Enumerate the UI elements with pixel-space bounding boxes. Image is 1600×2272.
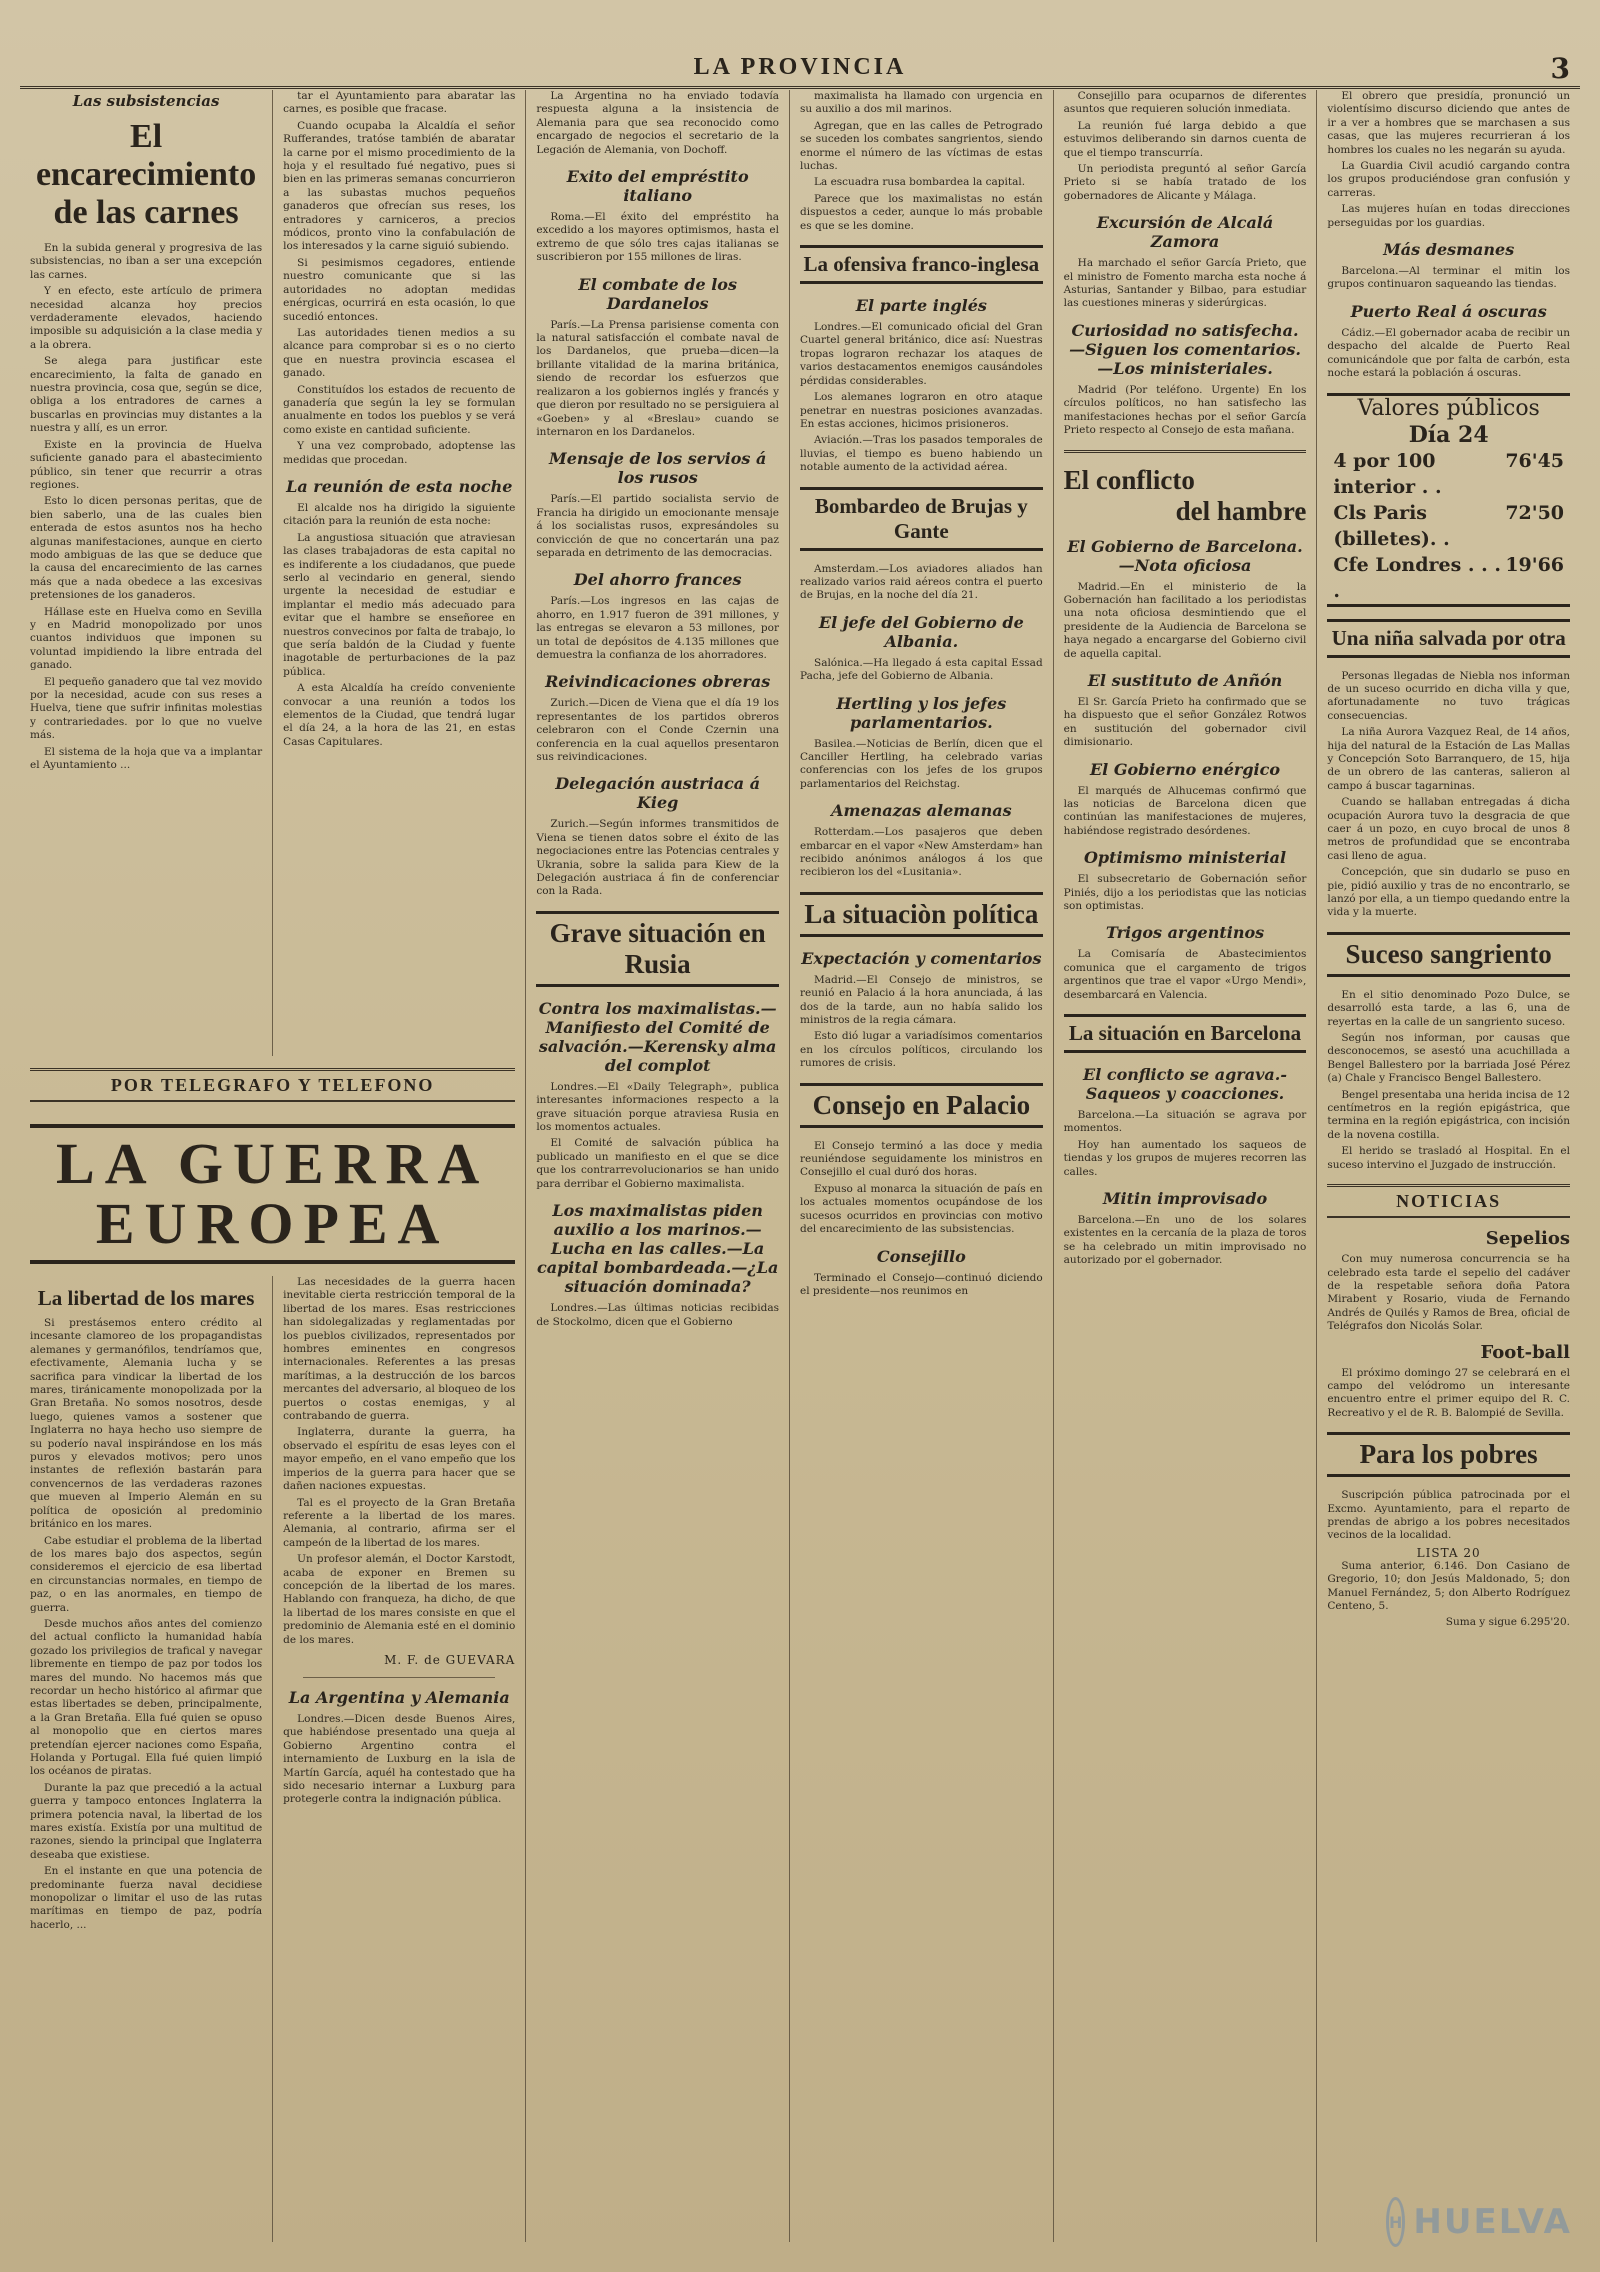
list-title: LISTA 20	[1416, 1545, 1481, 1560]
subhead-sepelios: Sepelios	[1485, 1228, 1571, 1250]
valores-value: 72'50	[1505, 501, 1565, 524]
article-paragraph: Las necesidades de la guerra hacen inevitable cierta restricción temporal de la libertad de los mares. Esas restricciones han sidolegalizadas y reglamentadas por los pueblos civilizados, representados por hombres eminentes en congresos internacionales. Referentes a las presas marítimas, a la destrucción de los barcos mercantes del adversario, al bloqueo de los puertos o costas enemigas, y al contrabando de guerra.	[283, 1276, 516, 1423]
section-noticias: NOTICIAS	[1327, 1184, 1570, 1218]
column-4	[790, 90, 1054, 2242]
article-paragraph: Londres.—El comunicado oficial del Gran Cuartel general británico, dice así: Nuestras tropas lograron rechazar los ataques de varios destacamentos enemigos causándoles pérdidas considerables.	[800, 321, 1043, 387]
valores-row	[1333, 448, 1564, 500]
subhead-maximalistas: Contra los maximalistas.—Manifiesto del Comité de salvación.—Kerensky alma del complot	[538, 998, 777, 1075]
article-paragraph: Si prestásemos entero crédito al incesante clamoreo de los propagandistas alemanes y germanófilos, tendríamos que, efectivamente, Alemania lucha y se sacrifica para vindicar la libertad de los mares, tiránicamente monopolizada por la Gran Bretaña. No somos nosotros, desde luego, quienes vamos a sostener que Inglaterra no haya hecho uso siempre de su poderío naval inspirándose en los más puros y elevados motivos; pero unos instantes de reflexión bastarán para convencernos de las verdaderas razones que mueven al Imperio Alemán en su política de oposición al predominio británico en los mares.	[30, 1317, 263, 1531]
article-paragraph: Madrid.—En el ministerio de la Gobernación han facilitado a los periodistas una nota oficiosa desmintiendo que el presidente de la Audiencia de Barcelona se haya negado a encargarse del Gobierno civil de aquella capital.	[1063, 580, 1307, 660]
kicker-subsistencias: Las subsistencias	[72, 92, 220, 110]
article-paragraph: Según nos informan, por causas que desconocemos, se asestó una acuchillada a Bengel Ballestero por la barriada José Pérez (a) Chale y Francisco Bengel Ballestero.	[1327, 1032, 1571, 1085]
subhead-reivindicaciones: Reivindicaciones obreras	[545, 672, 771, 692]
article-paragraph: Londres.—Dicen desde Buenos Aires, que habiéndose presentado una queja al Gobierno Argentino contra el internamiento de Luxburg en la isla de Martín García, aquél ha contestado que ha sido necesario internar a Luxburg para protegerle contra la indignación pública.	[283, 1712, 516, 1806]
subhead-gobierno-barcelona: El Gobierno de Barcelona.—Nota oficiosa	[1067, 536, 1303, 575]
archive-logo-icon: H	[1386, 2197, 1405, 2247]
column-6	[1317, 90, 1580, 2242]
headline-conflicto: El conflicto	[1063, 464, 1195, 495]
article-paragraph: El Sr. García Prieto ha confirmado que se ha dispuesto que el señor González Rotwos en sustitución del gobernador civil dimisionario.	[1063, 695, 1307, 749]
headline-barcelona: La situación en Barcelona	[1064, 1014, 1307, 1053]
article-paragraph: La reunión fué larga debido a que estuvimos deliberando sin darnos cuenta de que el tiempo transcurría.	[1063, 119, 1307, 159]
headline-para-pobres: Para los pobres	[1327, 1432, 1570, 1477]
divider	[1064, 450, 1307, 453]
article-paragraph: París.—El partido socialista servio de Francia ha dirigido un emocionante mensaje á los socialistas rusos, expresándoles su convicción de que no concertarán una paz separada en detrimento de las democracias.	[536, 493, 779, 559]
subhead-marinos: Los maximalistas piden auxilio a los marinos.—Lucha en las calles.—La capital bombardeada.—¿La situación dominada?	[536, 1201, 779, 1297]
article-paragraph: Los alemanes lograron en otro ataque penetrar en nuestras posiciones avanzadas. En estas acciones, hicimos prisioneros.	[800, 391, 1043, 430]
headline-rusia: Grave situación en Rusia	[536, 911, 779, 987]
column-1-bottom	[30, 1276, 273, 2242]
article-paragraph: Y en efecto, este artículo de primera necesidad alcanza hoy precios verdaderamente elevados, haciendo imposible su adquisición a la clase media y a la obrera.	[30, 285, 263, 351]
article-paragraph: En la subida general y progresiva de las subsistencias, no iban a ser una excepción las carnes.	[30, 242, 263, 281]
article-paragraph: Consejillo para ocuparnos de diferentes asuntos que requieren solución inmediata.	[1063, 90, 1307, 116]
article-paragraph: La Guardia Civil acudió cargando contra los grupos produciéndose gran confusión y carreras.	[1327, 160, 1571, 199]
article-paragraph: Tal es el proyecto de la Gran Bretaña referente a la libertad de los mares. Alemania, al contrario, afirma ser el campeón de la libertad de los mares.	[283, 1496, 516, 1549]
article-paragraph: La escuadra rusa bombardea la capital.	[814, 176, 1026, 189]
subhead-football: Foot-ball	[1480, 1341, 1571, 1363]
columns	[20, 90, 1580, 2242]
article-paragraph: Salónica.—Ha llegado á esta capital Essad Pacha, jefe del Gobierno de Albania.	[800, 656, 1043, 683]
subhead-amenazas: Amenazas alemanas	[831, 801, 1012, 821]
article-paragraph: Suma y sigue 6.295'20.	[1445, 1616, 1571, 1629]
subhead-ahorro: Del ahorro frances	[573, 570, 742, 590]
valores-publicos-box	[1327, 393, 1570, 607]
article-paragraph: Barcelona.—La situación se agrava por momentos.	[1063, 1109, 1307, 1135]
page-number: 3	[1550, 52, 1570, 85]
article-paragraph: tar el Ayuntamiento para abaratar las carnes, es posible que fracase.	[283, 90, 516, 116]
subhead-consejillo: Consejillo	[876, 1246, 966, 1266]
subhead-curiosidad: Curiosidad no satisfecha.—Siguen los comentarios.—Los ministeriales.	[1069, 320, 1301, 378]
subhead-gobierno-energico: El Gobierno enérgico	[1089, 759, 1281, 779]
article-paragraph: Concepción, que sin dudarlo se puso en pie, pidió auxilio y tras de no encontrarlo, se lanzó por ella, a un tiempo quedando entre la vida y la muerte.	[1327, 866, 1571, 919]
subhead-delegacion: Delegación austriaca á Kieg	[555, 774, 761, 813]
subhead-football-row	[1327, 1342, 1570, 1363]
headline-nina-salvada: Una niña salvada por otra	[1327, 619, 1570, 658]
article-paragraph: Parece que los maximalistas no están dispuestos a ceder, aunque lo más probable es que se les domine.	[800, 192, 1043, 232]
article-paragraph: Barcelona.—Al terminar el mitin los grupos continuaron saqueando las tiendas.	[1327, 265, 1571, 291]
column-2-bottom	[273, 1276, 515, 2242]
article-paragraph: París.—Los ingresos en las cajas de ahorro, en 1.917 fueron de 391 millones, y las entregas se elevaron a 53 millones, por un total de depósitos de 4.135 millones que demuestra la confianza de los ahorradores.	[536, 595, 779, 661]
article-paragraph: Expuso al monarca la situación de país en los actuales momentos ocupándose de los sucesos ocurridos en provincias con motivo del encarecimiento de las subsistencias.	[800, 1182, 1043, 1236]
article-paragraph: El alcalde nos ha dirigido la siguiente citación para la reunión de esta noche:	[283, 501, 516, 528]
article-paragraph: Esto lo dicen personas peritas, que de bien saberlo, una de las cuales bien enterada de estos asuntos nos ha hecho algunas manifestaciones, aunque en cierto modo ambiguas de las que se deduce que la causa del encarecimiento de las carnes más que a nada obedece a las excesivas pretensiones de los ganaderos.	[30, 495, 263, 602]
subhead-optimismo: Optimismo ministerial	[1083, 848, 1287, 868]
article-paragraph: Cuando se hallaban entregadas á dicha ocupación Aurora tuvo la desgracia de que caer á un pozo, en cuyo brocal de unos 8 metros de profundidad que se encontraba casi lleno de agua.	[1327, 796, 1571, 862]
subhead-albania: El jefe del Gobierno de Albania.	[818, 612, 1024, 651]
valores-date: Día 24	[1408, 421, 1489, 448]
article-paragraph: Cádiz.—El gobernador acaba de recibir un despacho del alcalde de Puerto Real comunicándole que por falta de carbón, esta noche estará la población á oscuras.	[1327, 326, 1571, 380]
subhead-alcala-zamora: Excursión de Alcalá Zamora	[1096, 213, 1274, 252]
article-paragraph: El próximo domingo 27 se celebrará en el campo del velódromo un interesante encuentro entre el primer equipo del R. C. Recreativo y el de R. B. Balompié de Sevilla.	[1327, 1366, 1571, 1419]
subhead-reunion: La reunión de esta noche	[286, 476, 513, 496]
headline-brujas: Bombardeo de Brujas y Gante	[800, 487, 1043, 551]
masthead	[20, 52, 1580, 89]
archive-watermark-text: HUELVA	[1413, 2202, 1572, 2242]
article-paragraph: Las autoridades tienen medios a su alcance para comprobar si es o no cierto que en nuestra provincia escasea el ganado.	[283, 326, 516, 380]
byline-guevara: M. F. de GUEVARA	[384, 1652, 516, 1667]
article-paragraph: Roma.—El éxito del empréstito ha excedido a los mayores optimismos, hasta el extremo de que sólo tres cajas italianas se suscribieron por 155 millones de liras.	[536, 211, 779, 264]
article-paragraph: Cuando ocupaba la Alcaldía el señor Rufferandes, tratóse también de abaratar la carne por el mismo procedimiento de la hoja y el resultado fué negativo, pues si bien en las primeras semanas concurrieron a las subastas muchos pequeños ganaderos que ofrecían sus reses, los entradores y carniceros, a precios módicos, pronto vino la confabulación de los interesados y la carne siguió subiendo.	[283, 119, 516, 253]
article-paragraph: La niña Aurora Vazquez Real, de 14 años, hija del natural de la Estación de Las Mallas y Concepción Soto Barranquero, de 15, hija de un obrero de las canteras, salieron al campo á buscar tagarninas.	[1327, 726, 1571, 792]
valores-label: Cls Paris (billetes). .	[1333, 501, 1450, 550]
subhead-mitin: Mitin improvisado	[1102, 1189, 1268, 1209]
valores-row	[1333, 500, 1564, 552]
column-1	[30, 90, 273, 1056]
article-paragraph: Un periodista preguntó al señor García Prieto si se había tratado de los gobernadores de Alicante y Málaga.	[1063, 163, 1307, 202]
article-paragraph: Personas llegadas de Niebla nos informan de un suceso ocurrido en dicha villa y que, afortunadamente no tuvo trágicas consecuencias.	[1327, 669, 1571, 722]
divider	[303, 1677, 495, 1678]
valores-label: 4 por 100 interior . .	[1333, 449, 1442, 498]
article-paragraph: Con muy numerosa concurrencia se ha celebrado esta tarde el sepelio del cadáver de la respetable señora doña Patora Mirabent y Rosario, viuda de Fernando Andrés de Quilés y Ramos de Brea, oficial de Telégrafos don Nicolás Solar.	[1327, 1253, 1571, 1333]
subhead-argentina: La Argentina y Alemania	[288, 1687, 510, 1707]
article-paragraph: Madrid (Por teléfono. Urgente) En los círculos políticos, no han satisfecho las manifestaciones hechas por el señor García Prieto respecto al Consejo de esta mañana.	[1063, 383, 1307, 437]
headline-libertad-mares: La libertad de los mares	[37, 1286, 255, 1310]
war-banner-line-1: LA GUERRA	[56, 1131, 490, 1196]
valores-label: Cfe Londres . . . .	[1333, 553, 1501, 602]
valores-value: 19'66	[1505, 553, 1565, 576]
subhead-expectacion: Expectación y comentarios	[801, 948, 1042, 968]
article-paragraph: Esto dió lugar a variadísimos comentarios en los círculos políticos, circulando los rumores de crisis.	[800, 1030, 1043, 1070]
newspaper-title: LA PROVINCIA	[693, 54, 907, 80]
subhead-parte-ingles: El parte inglés	[855, 296, 987, 316]
article-paragraph: Desde muchos años antes del comienzo del actual conflicto la humanidad había gozado los privilegios de trafical y navegar libremente en tiempo de paz por todos los mares del mundo. No hacemos más que recordar un hecho histórico al afirmar que estas libertades se deben, principalmente, a la Gran Bretaña. Ella fué quien se opuso al monopolio que en ciertos mares pretendían ejercer naciones como España, Holanda y Portugal. Ella fué quien limpió los océanos de piratas.	[30, 1617, 263, 1778]
subhead-emprestito: Exito del empréstito italiano	[566, 167, 749, 206]
article-paragraph: La angustiosa situación que atraviesan las clases trabajadoras de esta capital no es indiferente a los ciudadanos, que puede serlo al vecindario en general, siendo urgente la necesidad de estudiar e implantar el medio más adecuado para evitar que el hambre se enseñoree en nuestros convecinos por falta de trabajo, lo que sería baldón de la Ciudad y fuente inagotable de perturbaciones de la paz pública.	[283, 531, 516, 678]
article-paragraph: El Comité de salvación pública ha publicado un manifiesto en el que se dice que los contrarrevolucionarios se han unido para derribar el Gobierno maximalista.	[536, 1137, 779, 1190]
article-paragraph: El subsecretario de Gobernación señor Piniés, dijo a los periodistas que las noticias son optimistas.	[1063, 873, 1307, 912]
headline-ofensiva: La ofensiva franco-inglesa	[800, 245, 1043, 284]
subhead-servios: Mensaje de los servios á los rusos	[549, 449, 767, 488]
article-paragraph: París.—La Prensa parisiense comenta con la natural satisfacción el combate naval de los Dardanelos, que prueba—dicen—la brillante vitalidad de la marina británica, siendo de recordar los esfuerzos que realizaron a los gobiernos inglés y francés y que dieron por resultado no se persiguiera al «Goeben» y al «Breslau» cuando se internaron en los Dardanelos.	[536, 318, 779, 438]
subhead-desmanes: Más desmanes	[1383, 240, 1515, 260]
article-paragraph: Amsterdam.—Los aviadores aliados han realizado varios raid aéreos contra el puerto de Brujas, en la noche del día 21.	[800, 562, 1043, 602]
article-paragraph: Constituídos los estados de recuento de ganadería que según la ley se formulan anualmente en todos los pueblos y se verá como existe en cantidad suficiente.	[283, 383, 516, 436]
headline-carnes: El encarecimiento de las carnes	[35, 118, 257, 231]
left-two-columns	[20, 90, 526, 2242]
article-paragraph: Inglaterra, durante la guerra, ha observado el espíritu de esas leyes con el mayor empeño, en el vano empeño que los imperios de la guerra para hacer que se dañen naciones expuestas.	[283, 1426, 516, 1493]
article-paragraph: Aviación.—Tras los pasados temporales de lluvias, el tiempo es bueno habiendo un notable aumento de la actividad aérea.	[800, 434, 1043, 474]
archive-watermark	[1386, 2196, 1572, 2248]
article-paragraph: Rotterdam.—Los pasajeros que deben embarcar en el vapor «New Amsterdam» han recibido anónimos análogos á los que recibieron los del «Lusitania».	[800, 826, 1043, 879]
article-paragraph: El sistema de la hoja que va a implantar el Ayuntamiento ...	[30, 745, 263, 772]
column-3	[526, 90, 790, 2242]
subhead-hertling: Hertling y los jefes parlamentarios.	[836, 693, 1007, 732]
article-paragraph: Barcelona.—En uno de los solares existentes en la cercanía de la plaza de toros se ha celebrado un mitin improvisado no autorizado por el gobernador.	[1063, 1214, 1307, 1267]
subhead-puerto-real: Puerto Real á oscuras	[1350, 301, 1547, 321]
article-paragraph: A esta Alcaldía ha creído conveniente convocar a una reunión a todos los elementos de la Ciudad, que tendrá lugar el día 24, a la hora de las 21, en estas Casas Capitulares.	[283, 682, 516, 748]
headline-suceso-sangriento: Suceso sangriento	[1327, 932, 1570, 977]
article-paragraph: El marqués de Alhucemas confirmó que las noticias de Barcelona dicen que continúan las manifestaciones de mujeres, habiéndose registrado desórdenes.	[1063, 784, 1307, 837]
article-paragraph: Madrid.—El Consejo de ministros, se reunió en Palacio á la hora anunciada, á las dos de la tarde, aun no había salido los ministros de la regia cámara.	[800, 973, 1043, 1027]
article-paragraph: Basilea.—Noticias de Berlín, dicen que el Canciller Hertling, ha celebrado varias conferencias con los jefes de los grupos parlamentarios del Reichstag.	[800, 737, 1043, 790]
article-paragraph: Bengel presentaba una herida incisa de 12 centímetros en la región epigástrica, que termina en la región epigástrica, con incisión de la novena costilla.	[1327, 1088, 1571, 1141]
article-paragraph: El pequeño ganadero que tal vez movido por la necesidad, acude con sus reses a Huelva, tiene que sufrir infinitas molestias y contrariedades. por lo que no vuelve más.	[30, 675, 263, 742]
article-paragraph: Un profesor alemán, el Doctor Karstodt, acaba de exponer en Bremen su concepción de la libertad de los mares. Hablando con franqueza, ha dicho, de que la libertad de los mares consiste en que el predominio de Alemania esté en el dominio de los mares.	[283, 1553, 516, 1646]
headline-consejo-palacio: Consejo en Palacio	[800, 1083, 1043, 1128]
article-paragraph: El herido se trasladó al Hospital. En el suceso intervino el Juzgado de instrucción.	[1327, 1145, 1571, 1171]
article-paragraph: Agregan, que en las calles de Petrogrado se suceden los combates sangrientos, siendo enorme el número de las víctimas de estas luchas.	[800, 119, 1043, 173]
column-5	[1054, 90, 1318, 2242]
article-paragraph: Durante la paz que precedió a la actual guerra y tampoco entonces Inglaterra la primera potencia naval, la libertad de los mares existía. Existía por una multitud de razones, siendo la principal que Inglaterra deseaba que existiese.	[30, 1781, 263, 1861]
valores-title: Valores públicos	[1357, 395, 1540, 421]
headline-hambre: del hambre	[1175, 495, 1307, 526]
valores-value: 76'45	[1505, 449, 1565, 472]
article-paragraph: Suma anterior, 6.146. Don Casiano de Gregorio, 10; don Jesús Maldonado, 5; don Manuel Fernández, 5; don Alberto Rodríguez Centeno, 5.	[1327, 1559, 1571, 1612]
section-telegrafo: POR TELEGRAFO Y TELEFONO	[30, 1068, 515, 1102]
article-paragraph: Londres.—Las últimas noticias recibidas de Stockolmo, dicen que el Gobierno	[536, 1302, 779, 1328]
article-paragraph: Suscripción pública patrocinada por el Excmo. Ayuntamiento, para el reparto de prendas de abrigo a los pobres necesitados vecinos de la localidad.	[1327, 1489, 1571, 1542]
subhead-sustituto: El sustituto de Anñón	[1087, 670, 1283, 690]
article-paragraph: La Comisaría de Abastecimientos comunica que el cargamento de trigos argentinos que trae el vapor «Urgo Mendi», desembarcará en Valencia.	[1063, 948, 1307, 1001]
article-paragraph: En el sitio denominado Pozo Dulce, se desarrolló esta tarde, a las 6, una de reyertas en la calle de un sangriento suceso.	[1327, 988, 1571, 1028]
article-paragraph: Si pesimismos cegadores, entiende nuestro comunicante que si las autoridades no adoptan medidas enérgicas, ocurrirá en esta ocasión, lo que sucedió entonces.	[283, 256, 516, 323]
article-paragraph: Hoy han aumentado los saqueos de tiendas y los grupos de mujeres recorren las calles.	[1063, 1138, 1307, 1178]
article-paragraph: Las mujeres huían en todas direcciones perseguidas por los guardias.	[1327, 203, 1571, 229]
article-paragraph: El Consejo terminó a las doce y media reuniéndose seguidamente los ministros en Consejillo el cual duró dos horas.	[800, 1139, 1043, 1179]
headline-situacion-politica: La situaciòn política	[800, 892, 1043, 937]
valores-row	[1333, 552, 1564, 604]
article-paragraph: Terminado el Consejo—continuó diciendo el presidente—nos reunimos en	[800, 1271, 1043, 1297]
article-paragraph: El obrero que presidía, pronunció un violentísimo discurso diciendo que antes de ir a ver a hombres que se marchasen a sus casas, que las mujeres recurrieran á los hombres los cuales no les negarán su ayuda.	[1327, 90, 1571, 156]
column-2-top	[273, 90, 515, 1056]
article-paragraph: La Argentina no ha enviado todavía respuesta alguna a la insistencia de Alemania para que sea reconocido como encargado de negocios el secretario de la Legación de Alemania, von Dochoff.	[536, 90, 779, 156]
article-paragraph: Cabe estudiar el problema de la libertad de los mares bajo dos aspectos, según consideremos el ejercicio de esa libertad en circunstancias normales, en tiempo de paz, o en las anormales, en tiempo de guerra.	[30, 1534, 263, 1614]
article-paragraph: Ha marchado el señor García Prieto, que el ministro de Fomento marcha esta noche á Asturias, Santander y Bilbao, para estudiar las cuestiones mineras y siderúrgicas.	[1063, 257, 1307, 310]
article-paragraph: En el instante en que una potencia de predominante fuerza naval decidiese monopolizar o limitar el uso de las rutas marítimas en tiempo de paz, podría hacerlo, ...	[30, 1865, 263, 1931]
subhead-sepelios-row	[1327, 1228, 1570, 1249]
article-paragraph: Hállase este en Huelva como en Sevilla y en Madrid monopolizado por unos cuantos individuos que imponen su voluntad impidiendo la libre entrada del ganado.	[30, 605, 263, 672]
article-paragraph: Londres.—El «Daily Telegraph», publica interesantes informaciones respecto a la grave situación porque atraviesa Rusia en los momentos actuales.	[536, 1080, 779, 1134]
subhead-saqueos: El conflicto se agrava.-Saqueos y coacciones.	[1083, 1065, 1287, 1104]
article-paragraph: Se alega para justificar este encarecimiento, la falta de ganado en nuestra provincia, cosa que, según se dice, obliga a los entradores de carnes a buscarlas en provincias muy distantes a la nuestra y allí, es un error.	[30, 355, 263, 435]
article-paragraph: Y una vez comprobado, adoptense las medidas que procedan.	[283, 440, 516, 466]
article-paragraph: maximalista ha llamado con urgencia en su auxilio a dos mil marinos.	[800, 90, 1043, 116]
article-paragraph: Zurich.—Según informes transmitidos de Viena se tienen datos sobre el éxito de las negociaciones entre las Potencias centrales y Ukrania, sobre la salida para Kiew de la Delegación austriaca á fin de conferenciar con la Rada.	[536, 818, 779, 898]
subhead-dardanelos: El combate de los Dardanelos	[578, 274, 737, 313]
subhead-trigos: Trigos argentinos	[1105, 923, 1265, 943]
war-banner-line-2: EUROPEA	[95, 1191, 450, 1256]
article-paragraph: Zurich.—Dicen de Viena que el día 19 los representantes de los partidos obreros celebraron con el Conde Czernin una conferencia en la cual aquellos presentaron sus reivindicaciones.	[536, 697, 779, 763]
war-banner	[30, 1124, 515, 1264]
article-paragraph: Existe en la provincia de Huelva suficiente ganado para el abastecimiento público, sin tener que recurrir a otras regiones.	[30, 438, 263, 491]
